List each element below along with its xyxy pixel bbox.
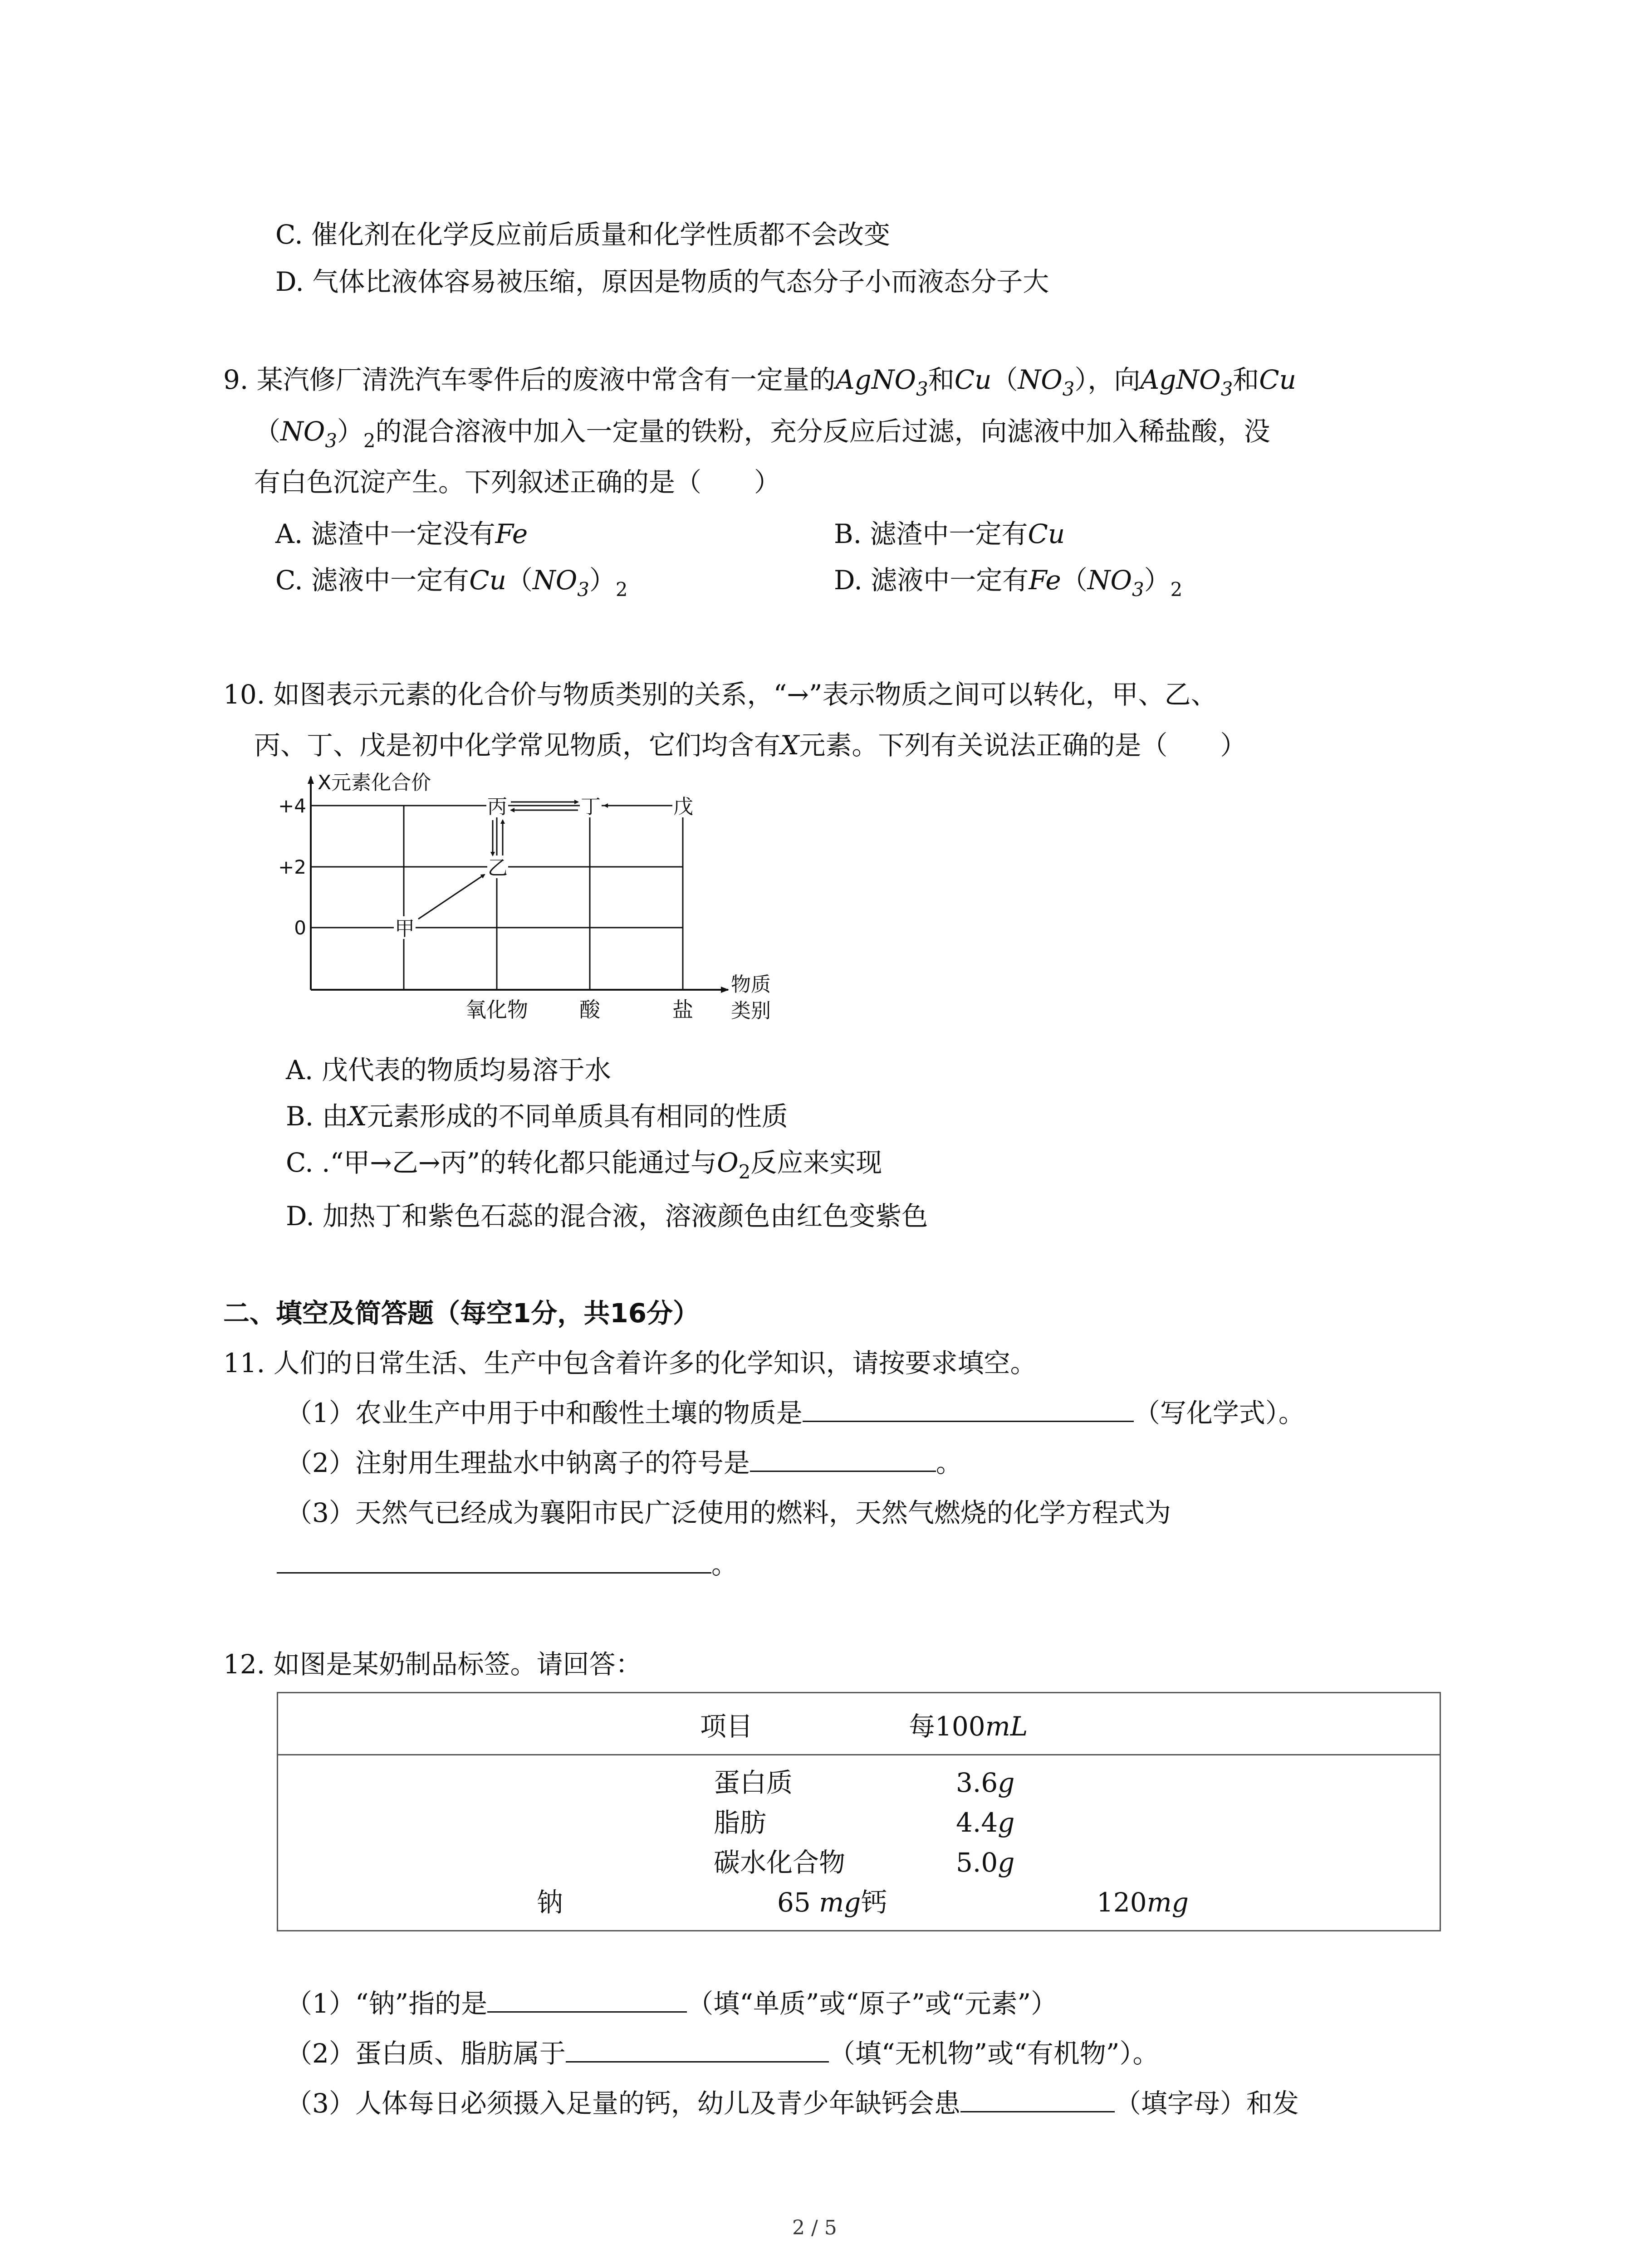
q11-part3: （3）天然气已经成为襄阳市民广泛使用的燃料，天然气燃烧的化学方程式为	[286, 1497, 1171, 1528]
x-category-label: 酸	[579, 997, 600, 1022]
q9-option-d: D. 滤液中一定有$Fe(NO_3)_2$	[834, 565, 1183, 601]
node-ding: 丁	[581, 795, 601, 818]
q10-stem-line1: 10. 如图表示元素的化合价与物质类别的关系，“→”表示物质之间可以转化，甲、乙、	[223, 679, 1217, 710]
table-row-value: 3.6g	[956, 1767, 1015, 1798]
node-jia: 甲	[395, 917, 415, 940]
nutrition-label-table	[277, 1692, 1441, 1931]
node-yi: 乙	[488, 856, 508, 880]
y-tick-label: 0	[294, 917, 306, 939]
table-row-name: 蛋白质	[714, 1767, 793, 1798]
table-row-value: 5.0g	[956, 1847, 1015, 1878]
table-header-item: 项目	[700, 1711, 753, 1742]
q9-stem-line3: 有白色沉淀产生。下列叙述正确的是（ ）	[254, 467, 781, 498]
table-row-name: 脂肪	[714, 1807, 767, 1838]
table-row-value: 4.4g	[956, 1807, 1015, 1838]
table-cell-na-ca: 65 mg钙	[777, 1887, 887, 1918]
q12-part3: （3）人体每日必须摄入足量的钙，幼儿及青少年缺钙会患 （填字母）和发	[286, 2088, 1299, 2119]
q9-stem-line1: 9. 某汽修厂清洗汽车零件后的废液中常含有一定量的AgNO$_3$和$Cu(NO_3)$，向AgNO$_3$和Cu	[223, 364, 1297, 400]
x-category-label: 氧化物	[465, 997, 528, 1022]
q8-option-c: C. 催化剂在化学反应前后质量和化学性质都不会改变	[275, 219, 891, 250]
q10-stem-line2: 丙、丁、戊是初中化学常见物质，它们均含有X元素。下列有关说法正确的是（ ）	[254, 730, 1247, 761]
q12-part1: （1）“钠”指的是 （填“单质”或“原子”或“元素”）	[286, 1988, 1058, 2019]
x-category-label: 盐	[672, 997, 693, 1022]
node-wu: 戊	[673, 795, 693, 818]
y-tick-label: +4	[278, 795, 306, 817]
q11-stem: 11. 人们的日常生活、生产中包含着许多的化学知识，请按要求填空。	[223, 1348, 1037, 1378]
q10-option-c: C. .“甲→乙→丙”的转化都只能通过与$O_2$反应来实现	[286, 1147, 882, 1183]
y-tick-label: +2	[278, 856, 306, 878]
answer-blank[interactable]	[960, 2111, 1115, 2112]
node-bing: 丙	[487, 795, 507, 818]
q10-option-b: B. 由X元素形成的不同单质具有相同的性质	[286, 1101, 788, 1132]
page-number: 2 / 5	[792, 2216, 837, 2239]
y-axis-title: X元素化合价	[318, 771, 431, 794]
section-heading: 二、填空及简答题（每空1分，共16分）	[223, 1298, 700, 1329]
x-axis-title: 类别	[731, 999, 771, 1022]
q9-option-c: C. 滤液中一定有$Cu(NO_3)_2$	[275, 565, 628, 601]
answer-blank[interactable]	[803, 1420, 1134, 1422]
q9-option-a: A. 滤渣中一定没有Fe	[275, 518, 528, 549]
q11-part1: （1）农业生产中用于中和酸性土壤的物质是 （写化学式）。	[286, 1398, 1305, 1428]
q9-option-b: B. 滤渣中一定有Cu	[834, 518, 1065, 549]
arrow-jia-to-yi	[418, 875, 485, 919]
answer-blank[interactable]	[566, 2061, 829, 2063]
q11-part3-answer: 。	[277, 1551, 738, 1578]
q9-stem-line2: $(NO_3)_2$的混合溶液中加入一定量的铁粉，充分反应后过滤，向滤液中加入稀盐酸，没	[254, 416, 1270, 452]
answer-blank[interactable]	[487, 2011, 687, 2013]
x-axis-title: 物质	[731, 973, 771, 996]
table-row-name: 碳水化合物	[714, 1847, 846, 1878]
valence-category-diagram	[254, 767, 808, 1030]
q12-part2: （2）蛋白质、脂肪属于 （填“无机物”或“有机物”）。	[286, 2038, 1159, 2069]
answer-blank[interactable]	[750, 1470, 936, 1472]
table-cell-na: 钠	[537, 1887, 563, 1918]
answer-blank[interactable]	[277, 1572, 711, 1574]
q8-option-d: D. 气体比液体容易被压缩，原因是物质的气态分子小而液态分子大	[275, 266, 1049, 297]
q11-part2: （2）注射用生理盐水中钠离子的符号是 。	[286, 1447, 962, 1478]
q10-option-d: D. 加热丁和紫色石蕊的混合液，溶液颜色由红色变紫色	[286, 1201, 928, 1232]
q12-stem: 12. 如图是某奶制品标签。请回答：	[223, 1649, 642, 1680]
table-cell-ca-value: 120mg	[1097, 1887, 1189, 1918]
q10-option-a: A. 戊代表的物质均易溶于水	[286, 1055, 611, 1085]
table-header-per: 每100mL	[909, 1711, 1028, 1742]
